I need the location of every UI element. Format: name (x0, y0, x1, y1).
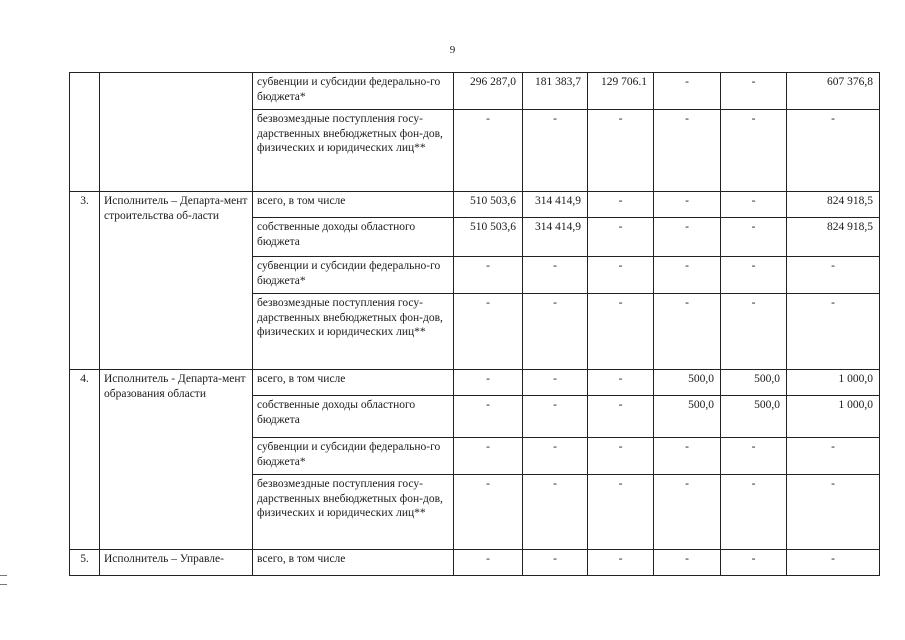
amount-cell: - (787, 550, 880, 576)
amount-cell: - (721, 257, 787, 294)
amount-cell: - (654, 294, 721, 370)
amount-cell: - (588, 475, 654, 550)
amount-cell: 129 706.1 (588, 73, 654, 110)
row-number: 3. (70, 192, 100, 370)
table-row (70, 550, 880, 576)
amount-cell: - (454, 438, 523, 475)
funding-source-cell: субвенции и субсидии федерально-го бюджета* (253, 257, 454, 294)
amount-cell: - (787, 257, 880, 294)
funding-source-cell: безвозмездные поступления госу-дарственных внебюджетных фон-дов, физических и юридических лиц** (253, 294, 454, 370)
amount-cell: - (787, 110, 880, 192)
amount-cell: - (523, 370, 588, 396)
amount-cell: - (588, 192, 654, 218)
amount-cell: 500,0 (654, 370, 721, 396)
funding-source-cell: субвенции и субсидии федерально-го бюджета* (253, 438, 454, 475)
row-number (70, 73, 100, 192)
amount-cell: - (654, 110, 721, 192)
amount-cell: - (654, 550, 721, 576)
budget-table (69, 72, 880, 576)
amount-cell: - (654, 475, 721, 550)
amount-cell: - (787, 475, 880, 550)
funding-source-cell: субвенции и субсидии федерально-го бюджета* (253, 73, 454, 110)
amount-cell: - (454, 370, 523, 396)
page-number: 9 (449, 44, 456, 56)
amount-cell: - (654, 73, 721, 110)
executor-cell: Исполнитель - Департа-мент образования области (100, 370, 253, 550)
amount-cell: 1 000,0 (787, 396, 880, 438)
amount-cell: - (588, 294, 654, 370)
funding-source-cell: собственные доходы областного бюджета (253, 396, 454, 438)
table-row (70, 370, 880, 396)
amount-cell: - (654, 257, 721, 294)
amount-cell: - (721, 475, 787, 550)
amount-cell: - (523, 475, 588, 550)
executor-cell: Исполнитель – Управле- (100, 550, 253, 576)
amount-cell: 500,0 (654, 396, 721, 438)
amount-cell: 824 918,5 (787, 218, 880, 257)
amount-cell: 500,0 (721, 370, 787, 396)
amount-cell: - (588, 438, 654, 475)
amount-cell: - (654, 218, 721, 257)
amount-cell: - (588, 257, 654, 294)
table-row (70, 192, 880, 218)
amount-cell: - (523, 110, 588, 192)
funding-source-cell: всего, в том числе (253, 370, 454, 396)
amount-cell: - (523, 396, 588, 438)
amount-cell: - (588, 396, 654, 438)
amount-cell: - (721, 438, 787, 475)
amount-cell: - (523, 438, 588, 475)
amount-cell: - (588, 370, 654, 396)
amount-cell: 314 414,9 (523, 192, 588, 218)
amount-cell: - (454, 475, 523, 550)
amount-cell: - (454, 110, 523, 192)
table-row (70, 73, 880, 110)
amount-cell: - (721, 294, 787, 370)
amount-cell: - (654, 192, 721, 218)
row-number: 5. (70, 550, 100, 576)
executor-cell: Исполнитель – Департа-мент строительства об-ласти (100, 192, 253, 370)
amount-cell: - (588, 218, 654, 257)
amount-cell: 500,0 (721, 396, 787, 438)
amount-cell: - (787, 438, 880, 475)
amount-cell: 607 376,8 (787, 73, 880, 110)
funding-source-cell: собственные доходы областного бюджета (253, 218, 454, 257)
funding-source-cell: всего, в том числе (253, 550, 454, 576)
margin-mark (0, 575, 7, 585)
funding-source-cell: всего, в том числе (253, 192, 454, 218)
executor-cell (100, 73, 253, 192)
table-body (70, 73, 880, 576)
amount-cell: - (523, 294, 588, 370)
amount-cell: 314 414,9 (523, 218, 588, 257)
funding-source-cell: безвозмездные поступления госу-дарственных внебюджетных фон-дов, физических и юридических лиц** (253, 110, 454, 192)
amount-cell: - (523, 257, 588, 294)
amount-cell: 181 383,7 (523, 73, 588, 110)
amount-cell: 510 503,6 (454, 192, 523, 218)
amount-cell: - (721, 218, 787, 257)
amount-cell: 510 503,6 (454, 218, 523, 257)
amount-cell: - (588, 110, 654, 192)
amount-cell: - (588, 550, 654, 576)
amount-cell: - (787, 294, 880, 370)
amount-cell: 1 000,0 (787, 370, 880, 396)
amount-cell: - (523, 550, 588, 576)
amount-cell: 824 918,5 (787, 192, 880, 218)
amount-cell: - (721, 192, 787, 218)
amount-cell: - (721, 73, 787, 110)
amount-cell: - (721, 110, 787, 192)
amount-cell: - (454, 257, 523, 294)
amount-cell: - (454, 550, 523, 576)
amount-cell: - (721, 550, 787, 576)
amount-cell: 296 287,0 (454, 73, 523, 110)
amount-cell: - (454, 294, 523, 370)
amount-cell: - (654, 438, 721, 475)
amount-cell: - (454, 396, 523, 438)
funding-source-cell: безвозмездные поступления госу-дарственных внебюджетных фон-дов, физических и юридических лиц** (253, 475, 454, 550)
row-number: 4. (70, 370, 100, 550)
